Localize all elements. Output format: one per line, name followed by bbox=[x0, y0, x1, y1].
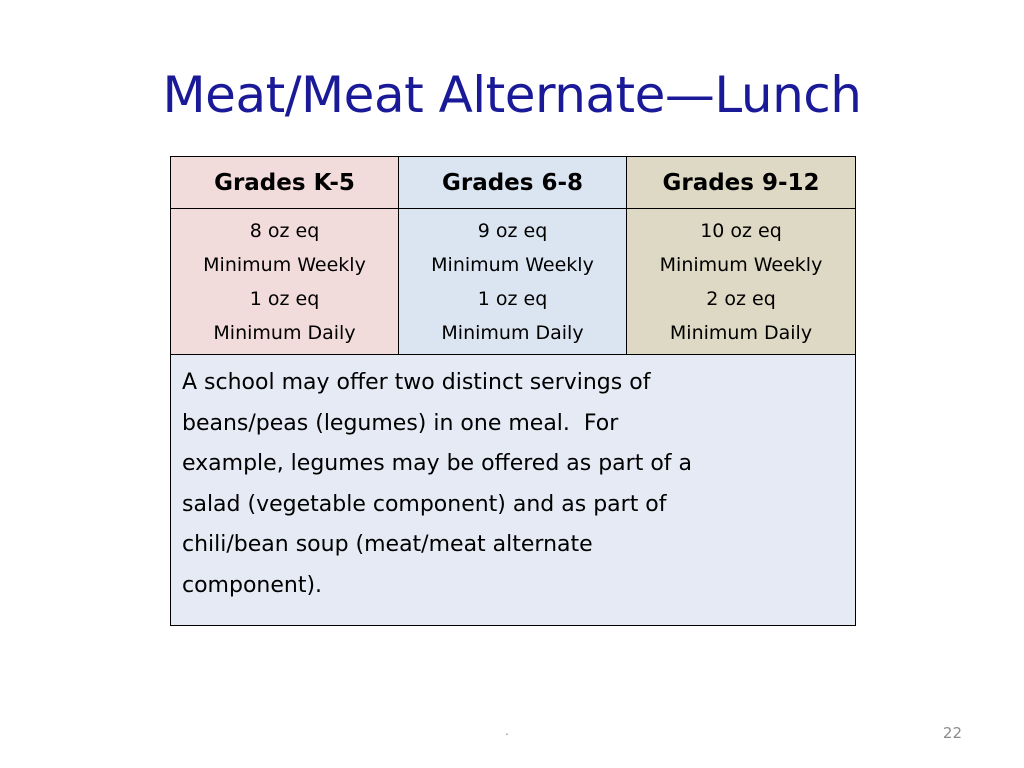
weekly-amount: 9 oz eq bbox=[477, 219, 548, 242]
daily-label: Minimum Daily bbox=[441, 321, 584, 344]
note-line: example, legumes may be offered as part of a bbox=[182, 451, 693, 476]
note-line: chili/bean soup (meat/meat alternate bbox=[182, 532, 593, 557]
daily-label: Minimum Daily bbox=[213, 321, 356, 344]
values-grades-9-12 bbox=[627, 209, 856, 355]
weekly-label: Minimum Weekly bbox=[659, 253, 823, 276]
header-grades-6-8: Grades 6-8 bbox=[399, 157, 627, 209]
note-line: beans/peas (legumes) in one meal. For bbox=[182, 410, 619, 436]
values-grades-k5 bbox=[171, 209, 399, 355]
meat-requirements-table bbox=[170, 156, 856, 626]
weekly-label: Minimum Weekly bbox=[203, 253, 366, 276]
note-line: A school may offer two distinct servings of bbox=[182, 370, 651, 395]
daily-amount: 1 oz eq bbox=[249, 287, 320, 310]
note-line: component). bbox=[182, 572, 323, 598]
slide-title: Meat/Meat Alternate—Lunch bbox=[162, 66, 862, 124]
values-grades-6-8 bbox=[399, 209, 627, 355]
daily-amount: 1 oz eq bbox=[477, 287, 548, 310]
legumes-note bbox=[171, 355, 856, 626]
table-header-row bbox=[171, 157, 856, 209]
header-grades-k5: Grades K-5 bbox=[171, 157, 399, 209]
weekly-label: Minimum Weekly bbox=[431, 253, 594, 276]
weekly-amount: 10 oz eq bbox=[700, 219, 782, 242]
daily-amount: 2 oz eq bbox=[706, 287, 776, 310]
note-line: salad (vegetable component) and as part of bbox=[182, 491, 667, 517]
daily-label: Minimum Daily bbox=[669, 321, 813, 344]
header-grades-9-12: Grades 9-12 bbox=[627, 157, 856, 209]
slide-number: 22 bbox=[942, 724, 962, 742]
weekly-amount: 8 oz eq bbox=[249, 219, 320, 242]
footer-text: . bbox=[505, 724, 509, 738]
table-note-row bbox=[171, 355, 856, 626]
table-values-row bbox=[171, 209, 856, 355]
